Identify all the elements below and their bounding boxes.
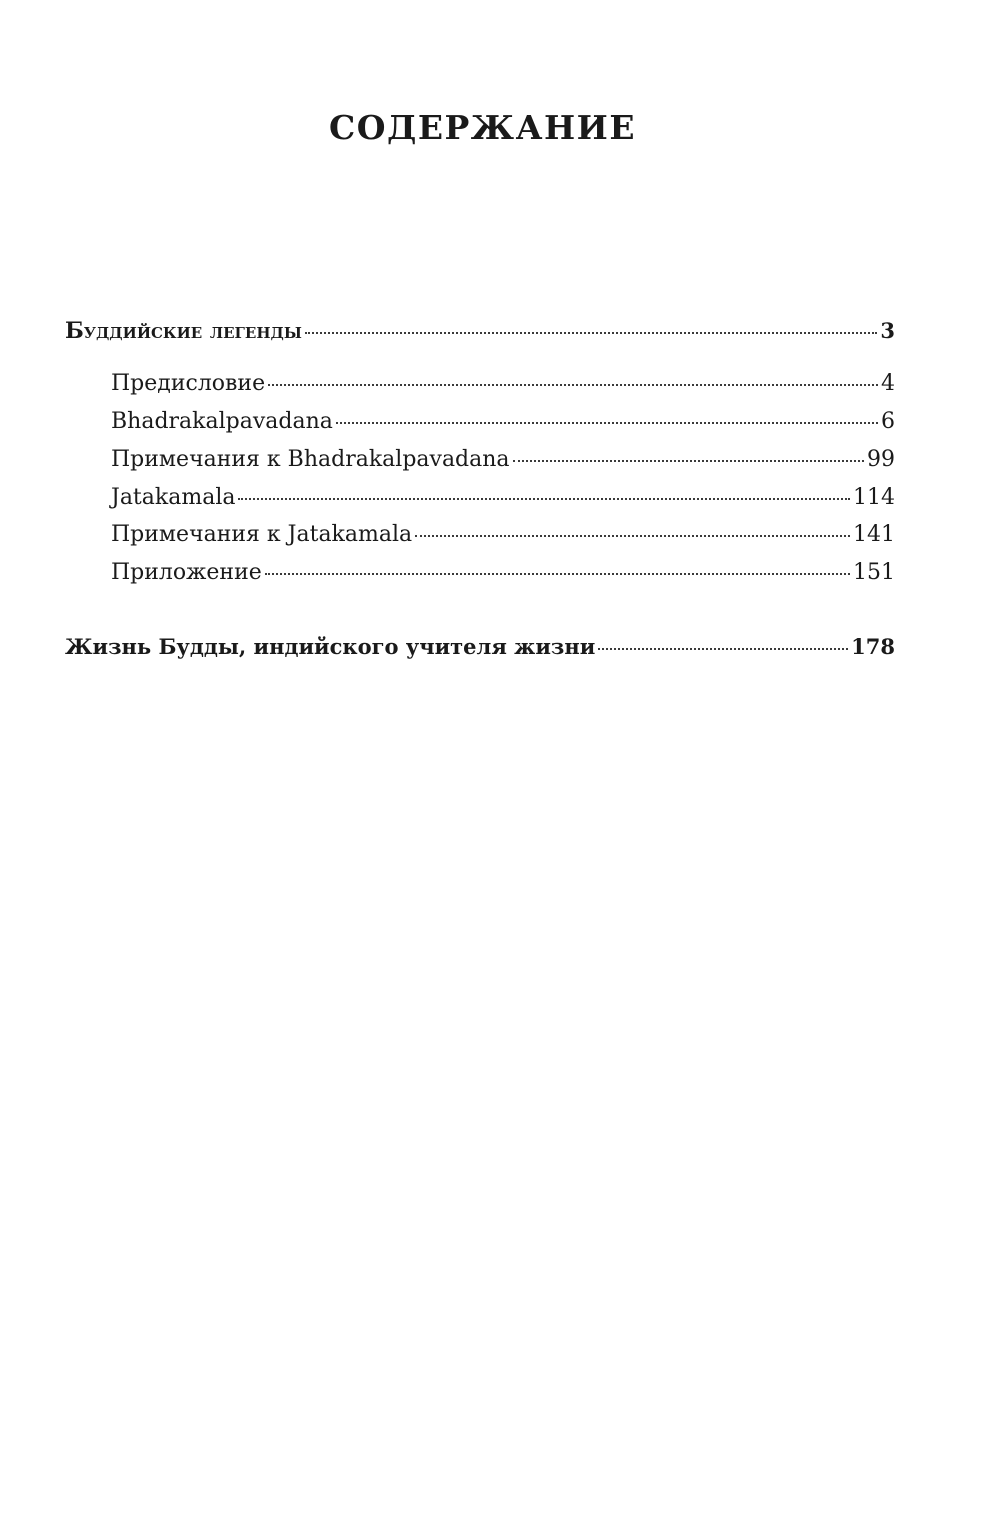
- toc-entry-label: Bhadrakalpavadana: [111, 409, 333, 434]
- page-title: СОДЕРЖАНИЕ: [328, 108, 636, 147]
- toc-page-number: 4: [881, 371, 895, 396]
- dot-leader: [268, 384, 878, 386]
- dot-leader: [513, 460, 864, 462]
- dot-leader: [336, 422, 878, 424]
- toc-entry-label: Примечания к Bhadrakalpavadana: [111, 447, 510, 472]
- toc-entry-notes-bhadrakalpavadana[interactable]: [111, 447, 895, 472]
- toc-page-number: 114: [853, 485, 895, 510]
- toc-entry-jatakamala[interactable]: [111, 485, 895, 510]
- toc-page-number: 3: [880, 318, 895, 343]
- toc-entry-life-of-buddha[interactable]: [65, 634, 895, 659]
- toc-entry-label: Jatakamala: [111, 485, 236, 510]
- toc-page-number: 178: [851, 634, 895, 659]
- toc-page-number: 141: [853, 522, 895, 547]
- toc-entry-label: Буддийские легенды: [65, 318, 302, 344]
- toc-entry-label: Примечания к Jatakamala: [111, 522, 413, 547]
- toc-entry-bhadrakalpavadana[interactable]: [111, 409, 895, 434]
- dot-leader: [598, 648, 848, 650]
- dot-leader: [415, 535, 850, 537]
- toc-page-number: 6: [881, 409, 895, 434]
- toc-entry-buddhist-legends[interactable]: [65, 318, 895, 344]
- toc-page-number: 151: [853, 560, 895, 585]
- toc-entry-label: Жизнь Будды, индийского учителя жизни: [65, 634, 596, 659]
- dot-leader: [305, 332, 878, 334]
- dot-leader: [238, 498, 850, 500]
- toc-entry-notes-jatakamala[interactable]: [111, 522, 895, 547]
- toc-page-number: 99: [867, 447, 895, 472]
- toc-entry-label: Предисловие: [111, 371, 266, 396]
- toc-entry-preface[interactable]: [111, 371, 895, 396]
- toc-entry-appendix[interactable]: [111, 560, 895, 585]
- toc-entry-label: Приложение: [111, 560, 262, 585]
- dot-leader: [265, 573, 850, 575]
